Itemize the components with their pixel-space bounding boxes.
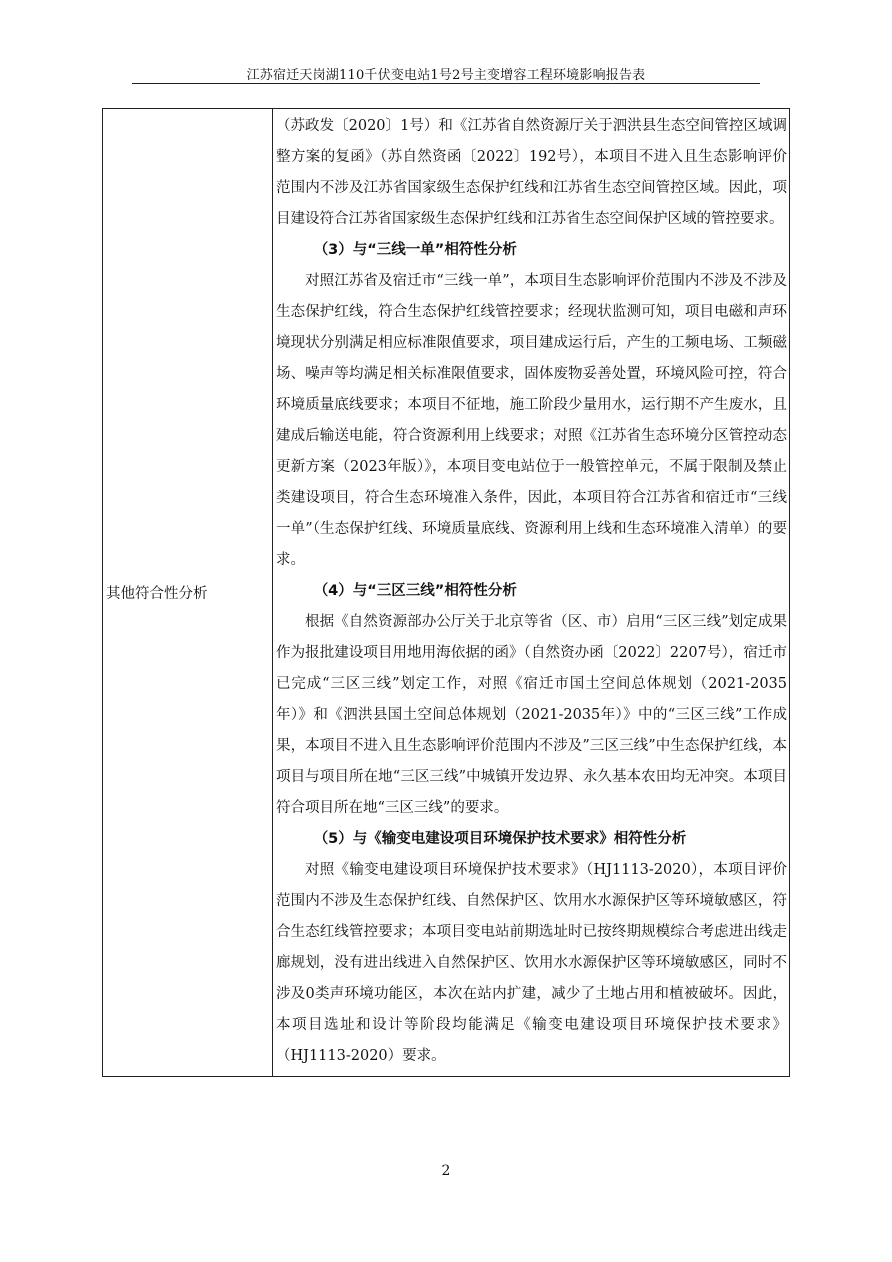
- content-cell: [273, 109, 790, 1077]
- row-label-cell: [103, 109, 273, 1077]
- table-row: [103, 109, 790, 1077]
- header-rule: [132, 83, 760, 84]
- paragraph-three-zones-three-lines: 根据《自然资源部办公厅关于北京等省（区、市）启用“三区三线”划定成果作为报批建设项目用地用海依据的函》（自然资办函〔2022〕2207号），宿迁市已完成“三区三线”划定工作，对照《宿迁市国土空间总体规划（2021-2035年）》和《泗洪县国土空间总体规划（2021-2035年）》中的“三区三线”工作成果，本项目不进入且生态影响评价范围内不涉及”三区三线”中生态保护红线，本项目与项目所在地“三区三线”中城镇开发边界、永久基本农田均无冲突。本项目符合项目所在地“三区三线”的要求。: [276, 614, 787, 816]
- paragraph-ecological-redline: （苏政发〔2020〕1号）和《江苏省自然资源厅关于泗洪县生态空间管控区域调整方案的复函》（苏自然资函〔2022〕192号），本项目不进入且生态影响评价范围内不涉及江苏省国家级生态保护红线和江苏省生态空间管控区域。因此，项目建设符合江苏省国家级生态保护红线和江苏省生态空间保护区域的管控要求。: [276, 118, 787, 227]
- row-label: 其他符合性分析: [106, 586, 208, 602]
- heading-three-lines-one-list: （3）与“三线一单”相符性分析: [313, 242, 517, 258]
- page-number: 2: [441, 1163, 451, 1179]
- paragraph-three-lines-one-list: 对照江苏省及宿迁市“三线一单”，本项目生态影响评价范围内不涉及不涉及生态保护红线，符合生态保护红线管控要求；经现状监测可知，项目电磁和声环境现状分别满足相应标准限值要求，项目建成运行后，产生的工频电场、工频磁场、噪声等均满足相关标准限值要求，固体废物妥善处置，环境风险可控，符合环境质量底线要求；本项目不征地，施工阶段少量用水，运行期不产生废水，且建成后输送电能，符合资源利用上线要求；对照《江苏省生态环境分区管控动态更新方案（2023年版）》，本项目变电站位于一般管控单元，不属于限制及禁止类建设项目，符合生态环境准入条件，因此，本项目符合江苏省和宿迁市“三线一单”（生态保护红线、环境质量底线、资源利用上线和生态环境准入清单）的要求。: [276, 273, 787, 568]
- analysis-table: [102, 108, 790, 1077]
- document-header: 江苏宿迁天岗湖110千伏变电站1号2号主变增容工程环境影响报告表: [246, 68, 646, 83]
- heading-three-zones-three-lines: （4）与“三区三线”相符性分析: [313, 583, 517, 599]
- paragraph-transmission-tech-requirements: 对照《输变电建设项目环境保护技术要求》（HJ1113-2020），本项目评价范围内不涉及生态保护红线、自然保护区、饮用水水源保护区等环境敏感区，符合生态红线管控要求；本项目变电站前期选址时已按终期规模综合考虑进出线走廊规划，没有进出线进入自然保护区、饮用水水源保护区等环境敏感区，同时不涉及0类声环境功能区，本次在站内扩建，减少了土地占用和植被破坏。因此，本项目选址和设计等阶段均能满足《输变电建设项目环境保护技术要求》（HJ1113-2020）要求。: [276, 862, 787, 1064]
- heading-transmission-tech-requirements: （5）与《输变电建设项目环境保护技术要求》相符性分析: [313, 831, 687, 847]
